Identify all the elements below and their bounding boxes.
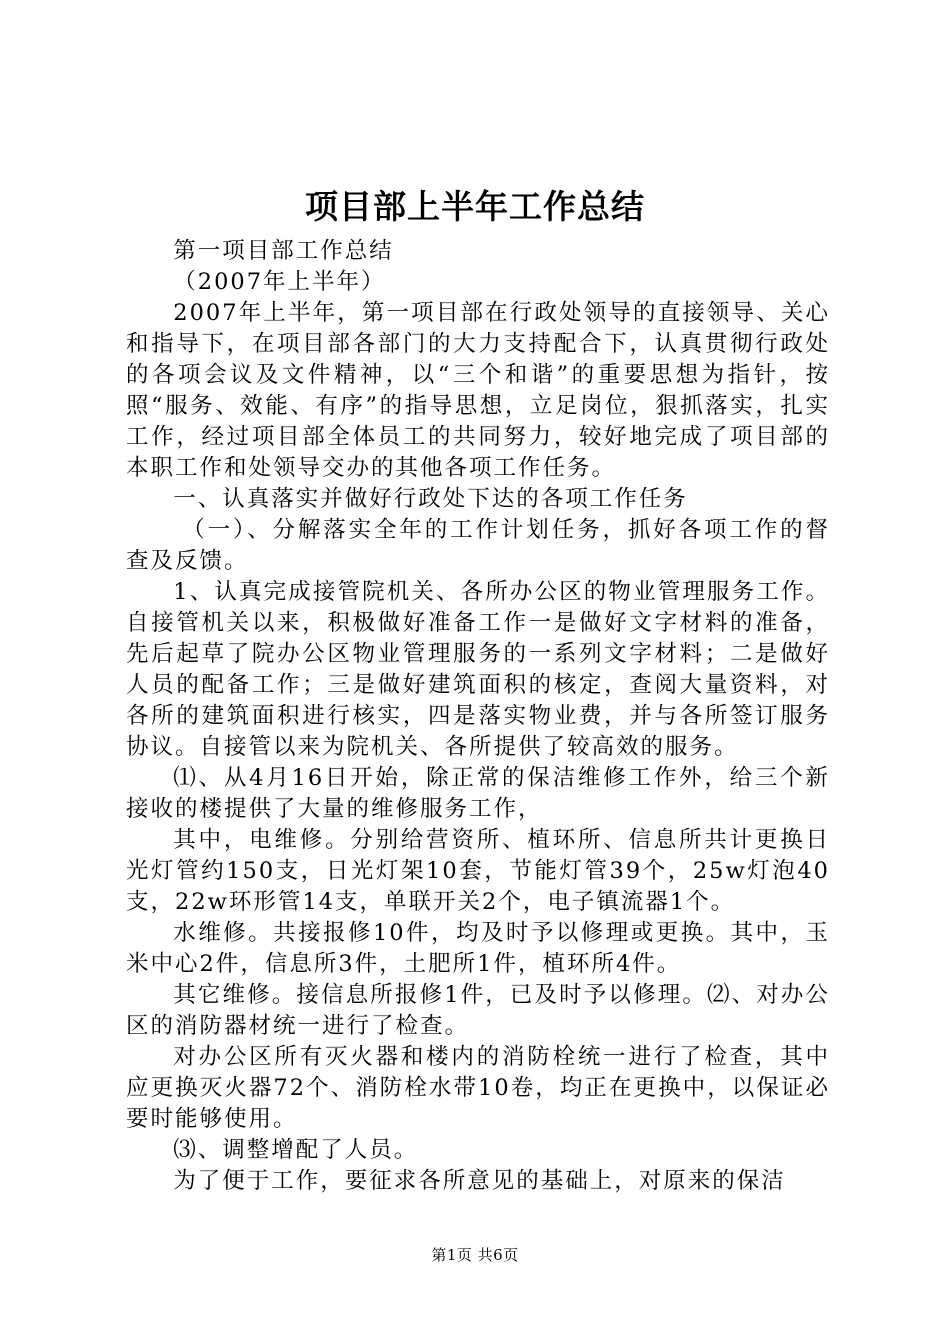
paragraph-intro: 2007年上半年，第一项目部在行政处领导的直接领导、关心和指导下，在项目部各部门的大力支持配合下，认真贯彻行政处的各项会议及文件精神，以“三个和谐”的重要思想为指针，按照“服务、效能、有序”的指导思想，立足岗位，狠抓落实，扎实工作，经过项目部全体员工的共同努力，较好地完成了项目部的本职工作和处领导交办的其他各项工作任务。: [126, 300, 830, 481]
paragraph-item-1-1: ⑴、从4月16日开始，除正常的保洁维修工作外，给三个新接收的楼提供了大量的维修服务工作，: [126, 765, 830, 822]
paragraph-water-repair: 水维修。共接报修10件，均及时予以修理或更换。其中，玉米中心2件，信息所3件，土肥所1件，植环所4件。: [126, 920, 830, 977]
paragraph-subsection-heading: （一）、分解落实全年的工作计划任务，抓好各项工作的督查及反馈。: [126, 517, 830, 574]
paragraph-item-1: 1、认真完成接管院机关、各所办公区的物业管理服务工作。自接管机关以来，积极做好准备工作一是做好文字材料的准备，先后起草了院办公区物业管理服务的一系列文字材料；二是做好人员的配备工作；三是做好建筑面积的核定，查阅大量资料，对各所的建筑面积进行核实，四是落实物业费，并与各所签订服务协议。自接管以来为院机关、各所提供了较高效的服务。: [126, 579, 830, 760]
paragraph-section-heading: 一、认真落实并做好行政处下达的各项工作任务: [173, 486, 688, 512]
document-body: [126, 236, 830, 1197]
paragraph-staff-adjustment: 为了便于工作，要征求各所意见的基础上，对原来的保洁: [173, 1168, 786, 1194]
page-footer: 第1页 共6页: [431, 1246, 519, 1264]
paragraph-period: （2007年上半年）: [173, 269, 386, 295]
paragraph-other-repair: 其它维修。接信息所报修1件，已及时予以修理。⑵、对办公区的消防器材统一进行了检查。: [126, 982, 830, 1039]
paragraph-fire-equipment: 对办公区所有灭火器和楼内的消防栓统一进行了检查，其中应更换灭火器72个、消防栓水带10卷，均正在更换中，以保证必要时能够使用。: [126, 1044, 830, 1132]
paragraph-item-1-3: ⑶、调整增配了人员。: [173, 1137, 419, 1163]
document-title: 项目部上半年工作总结: [305, 187, 645, 226]
paragraph-electric-repair: 其中，电维修。分别给营资所、植环所、信息所共计更换日光灯管约150支，日光灯架10套，节能灯管39个，25w灯泡40支，22w环形管14支，单联开关2个，电子镇流器1个。: [126, 827, 830, 915]
paragraph-subtitle: 第一项目部工作总结: [173, 238, 394, 264]
